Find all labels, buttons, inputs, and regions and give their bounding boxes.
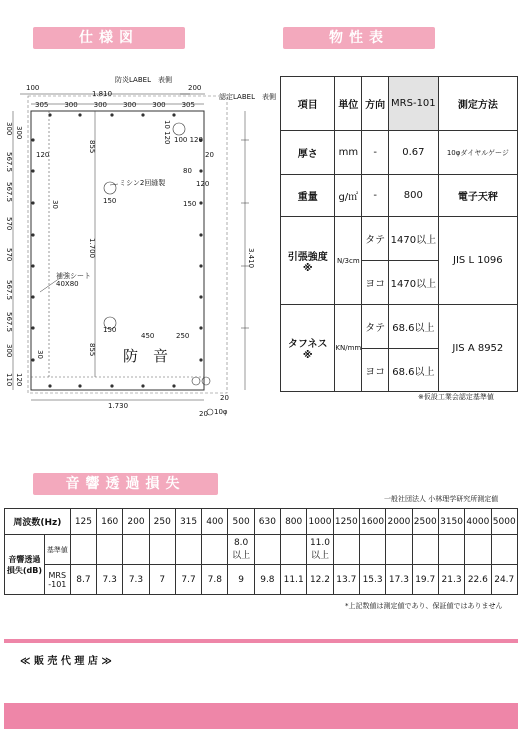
dim-20-right: 20 (205, 151, 214, 159)
props-item-name: タフネス (287, 339, 328, 350)
sound-std-row (5, 535, 518, 565)
inner-dim-30: 30 (51, 200, 59, 209)
props-item: 重量 (281, 175, 335, 217)
sound-freq: 800 (281, 509, 307, 535)
sound-product-value: 11.1 (281, 565, 307, 595)
sound-product-value: 21.3 (438, 565, 464, 595)
props-item-name: 引張強度 (287, 251, 328, 263)
pink-footer-bar (4, 703, 518, 729)
sound-freq: 630 (254, 509, 280, 535)
props-row-tensile-1 (281, 217, 518, 261)
sound-freq-label: 周波数(Hz) (5, 509, 71, 535)
label-hokyo-size: 40X80 (56, 280, 79, 288)
sound-product-value: 7.7 (175, 565, 201, 595)
props-header: 項目 (281, 77, 335, 131)
sound-product-value: 12.2 (307, 565, 333, 595)
props-method: 電子天秤 (438, 175, 517, 217)
left-dim: 300 (15, 126, 23, 140)
sound-freq: 2000 (386, 509, 412, 535)
sound-freq: 500 (228, 509, 254, 535)
sound-std-label: 基準値 (44, 535, 70, 565)
top-segment: 300 (93, 101, 107, 109)
sound-product-value: 17.3 (386, 565, 412, 595)
sound-freq: 200 (123, 509, 149, 535)
props-table (280, 76, 518, 392)
props-header-row (281, 77, 518, 131)
sound-freq: 1250 (333, 509, 359, 535)
top-segment: 300 (152, 101, 166, 109)
props-dir: - (362, 131, 389, 175)
sound-std-value: 11.0 以上 (307, 535, 333, 565)
left-dim: 570 (5, 248, 13, 262)
inner-dim-1700: 1.700 (88, 238, 96, 259)
top-segment: 305 (181, 101, 195, 109)
props-footnote: ※仮設工業会認定基準値 (418, 393, 494, 401)
sound-product-value: 7.3 (97, 565, 123, 595)
top-segment: 300 (64, 101, 78, 109)
left-dim: 567.5 (5, 312, 13, 333)
sound-freq: 1000 (307, 509, 333, 535)
sound-std-value (412, 535, 438, 565)
props-row-thickness (281, 131, 518, 175)
sound-std-value (175, 535, 201, 565)
label-nintei: 認定LABEL 表側 (219, 93, 276, 101)
dim-bottom-right: 20 (220, 394, 229, 402)
props-unit: N/3cm (335, 217, 362, 305)
sound-product-label: MRS -101 (44, 565, 70, 595)
sound-std-value (149, 535, 175, 565)
sound-std-value (97, 535, 123, 565)
inner-dim-120: 120 (36, 151, 50, 159)
props-item (281, 217, 335, 305)
props-unit: g/㎡ (335, 175, 362, 217)
sound-std-value: 8.0 以上 (228, 535, 254, 565)
left-dim: 110 (5, 373, 13, 387)
props-item-mark: ※ (302, 262, 313, 274)
props-row-weight (281, 175, 518, 217)
inner-dim-30b: 30 (36, 350, 44, 359)
sound-std-value (70, 535, 96, 565)
props-dir: ヨコ (362, 261, 389, 305)
top-segment: 305 (35, 101, 49, 109)
agent-title: ≪ 販 売 代 理 店 ≫ (20, 656, 112, 667)
props-title-banner: 物性表 (283, 27, 435, 49)
sound-source-note: 一般社団法人 小林理学研究所測定値 (384, 495, 499, 503)
props-dir: タテ (362, 217, 389, 261)
sound-title-banner: 音響透過損失 (33, 473, 218, 495)
big-text-bouon: 防 音 (123, 347, 169, 365)
props-value: 800 (389, 175, 439, 217)
left-dim: 567.5 (5, 152, 13, 173)
props-header: 方向 (362, 77, 389, 131)
dim-top-right: 200 (188, 84, 202, 92)
props-value: 1470以上 (389, 261, 439, 305)
label-hokyo: 補強シート (56, 272, 91, 280)
props-item (281, 305, 335, 392)
props-dir: タテ (362, 305, 389, 349)
sound-product-value: 15.3 (359, 565, 385, 595)
sound-std-value (359, 535, 385, 565)
sound-freq: 400 (202, 509, 228, 535)
props-header: 測定方法 (438, 77, 517, 131)
left-dim: 567.5 (5, 280, 13, 301)
sound-product-value: 19.7 (412, 565, 438, 595)
sound-freq: 5000 (491, 509, 517, 535)
sound-freq: 315 (175, 509, 201, 535)
sound-product-row (5, 565, 518, 595)
props-header-product: MRS-101 (389, 77, 439, 131)
label-mishin: ミシン2回縫製 (119, 179, 166, 187)
left-dim: 570 (5, 217, 13, 231)
label-150-a: 150 (103, 197, 117, 205)
dim-150-right: 150 (183, 200, 197, 208)
sound-product-value: 7.3 (123, 565, 149, 595)
sound-product-value: 9.8 (254, 565, 280, 595)
sound-freq: 250 (149, 509, 175, 535)
props-method: JIS A 8952 (438, 305, 517, 392)
sound-std-value (386, 535, 412, 565)
label-bousen: 防炎LABEL 表側 (115, 76, 172, 84)
sound-std-value (333, 535, 359, 565)
sound-freq: 1600 (359, 509, 385, 535)
props-method: 10φダイヤルゲージ (438, 131, 517, 175)
top-segment: 300 (122, 101, 137, 109)
sound-freq-row (5, 509, 518, 535)
sound-product-value: 22.6 (465, 565, 491, 595)
sound-product-value: 8.7 (70, 565, 96, 595)
dim-bottom-20: 20 (199, 410, 208, 418)
sound-product-value: 9 (228, 565, 254, 595)
props-method: JIS L 1096 (438, 217, 517, 305)
dim-250: 250 (176, 332, 190, 340)
sound-std-value (465, 535, 491, 565)
sound-freq: 2500 (412, 509, 438, 535)
sound-std-value (438, 535, 464, 565)
props-unit: mm (335, 131, 362, 175)
props-value: 68.6以上 (389, 305, 439, 349)
dim-top-total: 1.810 (92, 90, 113, 98)
left-dim: 300 (5, 122, 13, 136)
spec-diagram (0, 60, 276, 425)
props-item-mark: ※ (302, 350, 313, 361)
sound-table (4, 508, 518, 595)
sound-std-value (202, 535, 228, 565)
label-150-b: 150 (103, 326, 117, 334)
left-dim: 120 (15, 373, 23, 387)
sound-product-value: 7 (149, 565, 175, 595)
dim-top-left: 100 (26, 84, 40, 92)
dim-10-120: 10 120 (163, 120, 171, 145)
pink-divider-top (4, 639, 518, 643)
props-value: 68.6以上 (389, 349, 439, 392)
spec-title-banner: 仕様図 (33, 27, 185, 49)
sound-std-value (254, 535, 280, 565)
top-segments (35, 101, 195, 109)
props-row-toughness-1 (281, 305, 518, 349)
dim-3410: 3.410 (247, 248, 255, 269)
ring-size: 10φ (214, 408, 228, 416)
left-dim: 567.5 (5, 182, 13, 203)
sound-product-value: 13.7 (333, 565, 359, 595)
sound-loss-label: 音響透過損失(dB) (5, 535, 45, 595)
props-value: 0.67 (389, 131, 439, 175)
dim-100-120: 100 120 (174, 136, 203, 144)
sound-std-value (281, 535, 307, 565)
sound-freq: 3150 (438, 509, 464, 535)
props-header: 単位 (335, 77, 362, 131)
props-dir: ヨコ (362, 349, 389, 392)
sound-freq: 125 (70, 509, 96, 535)
dim-450: 450 (141, 332, 155, 340)
dim-80-right: 80 (183, 167, 192, 175)
sound-product-value: 7.8 (202, 565, 228, 595)
props-item: 厚さ (281, 131, 335, 175)
sound-std-value (123, 535, 149, 565)
sound-product-value: 24.7 (491, 565, 517, 595)
dim-120-right: 120 (196, 180, 210, 188)
inner-dim-855-bottom: 855 (88, 343, 96, 357)
inner-dim-855-top: 855 (88, 140, 96, 154)
left-dim: 300 (5, 344, 13, 358)
props-value: 1470以上 (389, 217, 439, 261)
props-dir: - (362, 175, 389, 217)
sound-freq: 160 (97, 509, 123, 535)
props-unit: KN/mm (335, 305, 362, 392)
sound-std-value (491, 535, 517, 565)
sound-freq: 4000 (465, 509, 491, 535)
spec-diagram-lines (0, 60, 276, 425)
sound-footnote: *上記数値は測定値であり、保証値ではありません (345, 602, 503, 610)
dim-bottom-total: 1.730 (108, 402, 129, 410)
